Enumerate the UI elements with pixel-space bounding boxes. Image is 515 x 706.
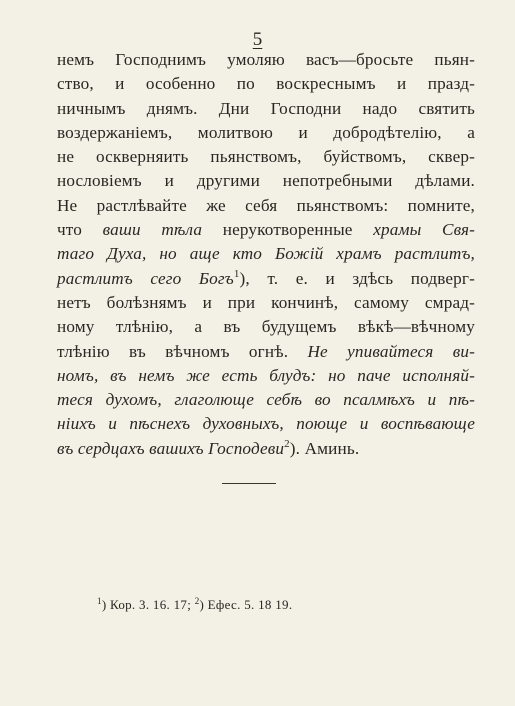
text-line: не оскверняить пьянствомъ, буйствомъ, сквер- <box>57 147 475 167</box>
text-line <box>57 267 475 291</box>
footnote-ref: 2 <box>284 437 290 450</box>
text-line <box>57 340 475 364</box>
footnote-text: ) Ефес. 5. 18 19. <box>199 597 293 612</box>
italic-quote: растлитъ сего Богъ <box>57 268 234 288</box>
footnote-marker: 2 <box>194 596 200 606</box>
italic-quote-line: теся духомъ, глаголюще себѣ во псалмѣхъ и пѣ- <box>57 390 475 410</box>
italic-quote-line: номъ, въ немъ же есть блудъ: но паче исполняй- <box>57 365 475 385</box>
text-line: нословіемъ и другими непотребными дѣлами. <box>57 171 475 191</box>
text-line: Не растлѣвайте же себя пьянствомъ: помните, <box>57 195 475 215</box>
italic-quote: ваши тѣла <box>102 220 203 240</box>
italic-quote: въ сердцахъ вашихъ Господеви <box>57 438 285 458</box>
section-divider <box>222 483 276 484</box>
italic-quote: храмы Свя- <box>373 220 476 240</box>
footnote-marker: 1 <box>97 596 102 606</box>
text-line: ничнымъ днямъ. Дни Господни надо святить <box>57 98 475 118</box>
text-line: нетъ болѣзнямъ и при кончинѣ, самому смрад- <box>57 292 475 312</box>
text-line: ному тлѣнію, а въ будущемъ вѣкѣ—вѣчному <box>57 317 475 337</box>
text-line: немъ Господнимъ умоляю васъ—бросьте пьян- <box>57 50 475 69</box>
body-text <box>57 48 475 461</box>
text-run: нерукотворенные <box>222 220 353 240</box>
text-run: что <box>57 220 82 240</box>
text-line: ство, и особенно по воскреснымъ и празд- <box>57 74 475 94</box>
footnote-text: ) Кор. 3. 16. 17; <box>101 597 195 612</box>
text-run: тлѣнію въ вѣчномъ огнѣ. <box>57 341 289 361</box>
italic-quote-line: ніихъ и пѣснехъ духовныхъ, поюще и воспѣвающе <box>57 414 475 434</box>
text-run: ), т. е. и здѣсь подверг- <box>239 268 475 288</box>
text-line <box>57 218 475 242</box>
footnote <box>97 596 292 614</box>
footnote-ref: 1 <box>233 267 240 280</box>
text-line: воздержаніемъ, молитвою и добродѣтелію, а <box>57 122 475 142</box>
italic-quote: Не упивайтеся ви- <box>307 341 475 361</box>
page-number: 5 <box>252 29 263 50</box>
italic-quote-line: таго Духа, но аще кто Божій храмъ растлитъ, <box>57 244 475 264</box>
text-run: ). Аминь. <box>289 438 360 458</box>
text-line <box>57 437 475 461</box>
